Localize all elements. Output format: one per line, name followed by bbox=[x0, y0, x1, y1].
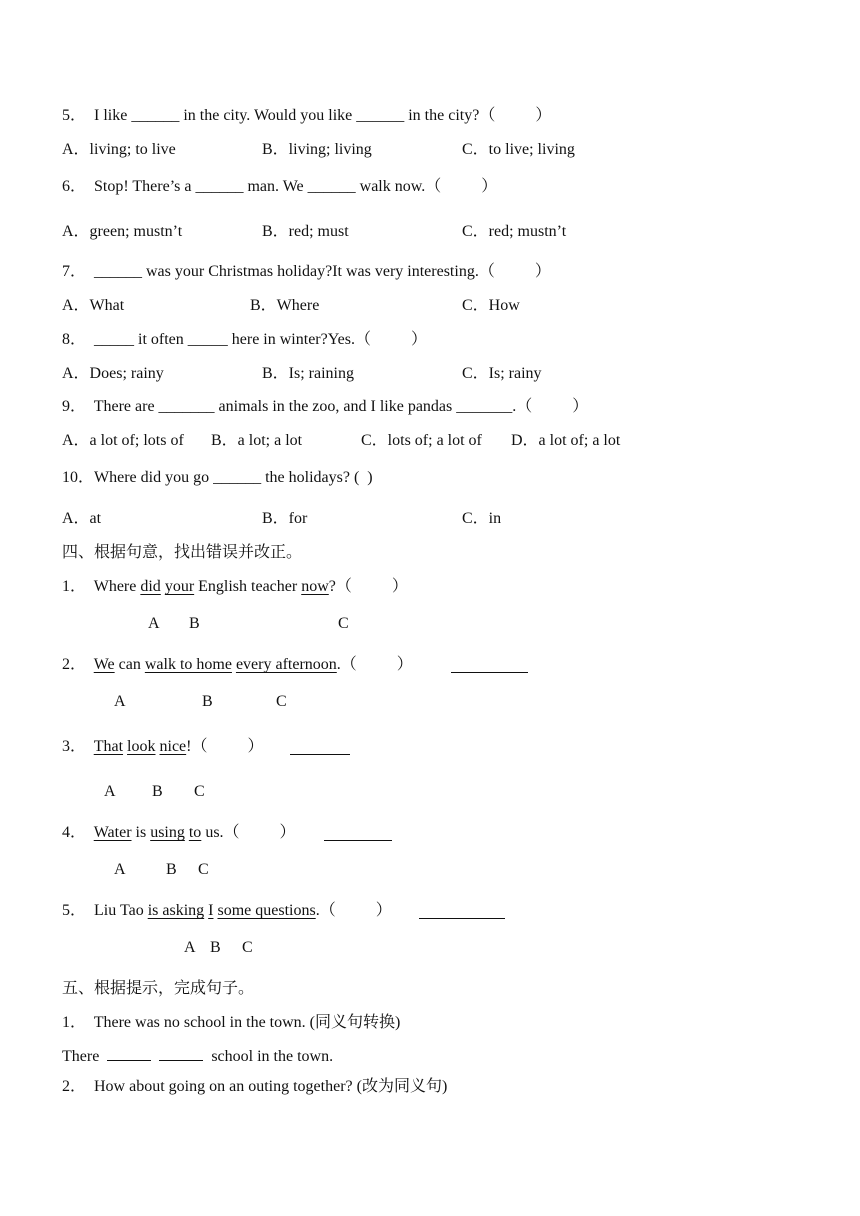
answer-blank[interactable] bbox=[451, 658, 528, 673]
answer-bracket: ?（ ） bbox=[328, 578, 408, 595]
section-5-heading: 五、根据提示，完成句子。 bbox=[62, 980, 255, 997]
underlined-part-c: to bbox=[188, 824, 202, 841]
question-10-option-c: C．in bbox=[462, 510, 502, 527]
label-b: B bbox=[202, 693, 213, 710]
underlined-part-c: every afternoon bbox=[235, 656, 337, 673]
underlined-part-a: Water bbox=[93, 824, 132, 841]
label-a: A bbox=[114, 693, 126, 710]
question-7-option-a: A．What bbox=[62, 297, 125, 314]
item-number: 3． bbox=[62, 738, 94, 755]
plain-text: is bbox=[131, 824, 151, 841]
underlined-part-a: did bbox=[140, 578, 161, 595]
label-b: B bbox=[152, 783, 163, 800]
question-6-stem: 6． Stop! There’s a ______ man. We ______ walk now.（ ） bbox=[62, 178, 498, 195]
plain-text: Liu Tao bbox=[94, 902, 148, 919]
underlined-part-a: We bbox=[93, 656, 115, 673]
question-5-option-c: C．to live; living bbox=[462, 141, 575, 158]
plain-text: Where bbox=[93, 578, 141, 595]
label-c: C bbox=[194, 783, 205, 800]
question-8-option-a: A．Does; rainy bbox=[62, 365, 164, 382]
question-6-option-a: A．green; mustn’t bbox=[62, 223, 183, 240]
error-item-4 bbox=[62, 823, 296, 843]
answer-blank[interactable] bbox=[290, 740, 350, 755]
item-number: 2． bbox=[62, 656, 94, 673]
answer-blank-2[interactable] bbox=[159, 1046, 203, 1061]
item-number: 5． bbox=[62, 902, 95, 919]
label-c: C bbox=[242, 939, 253, 956]
question-7-option-c: C．How bbox=[462, 297, 520, 314]
label-a: A bbox=[148, 615, 160, 632]
underlined-part-b: using bbox=[150, 824, 185, 841]
error-item-2 bbox=[62, 655, 413, 675]
question-8-stem: 8． _____ it often _____ here in winter?Yes.（ ） bbox=[62, 331, 428, 348]
question-8-option-b: B．Is; raining bbox=[262, 365, 354, 382]
error-item-5 bbox=[62, 901, 392, 921]
question-7-option-b: B．Where bbox=[250, 297, 320, 314]
answer-start: There bbox=[62, 1048, 100, 1065]
question-9-option-a: A．a lot of; lots of bbox=[62, 432, 184, 449]
label-b: B bbox=[210, 939, 221, 956]
underlined-part-b: look bbox=[127, 738, 156, 755]
answer-bracket: us.（ ） bbox=[201, 824, 296, 841]
question-9-option-c: C．lots of; a lot of bbox=[361, 432, 482, 449]
question-5-option-a: A．living; to live bbox=[62, 141, 176, 158]
rewrite-item-1: 1． There was no school in the town. (同义句转换) bbox=[62, 1014, 401, 1031]
item-number: 1． bbox=[62, 578, 94, 595]
question-8-option-c: C．Is; rainy bbox=[462, 365, 542, 382]
question-9-option-d: D．a lot of; a lot bbox=[511, 432, 621, 449]
label-b: B bbox=[189, 615, 200, 632]
underlined-part-b: walk to home bbox=[144, 656, 232, 673]
question-7-stem: 7． ______ was your Christmas holiday?It was very interesting.（ ） bbox=[62, 263, 551, 280]
plain-text: can bbox=[114, 656, 145, 673]
label-c: C bbox=[198, 861, 209, 878]
label-a: A bbox=[104, 783, 116, 800]
error-item-1 bbox=[62, 577, 408, 597]
question-10-option-a: A．at bbox=[62, 510, 102, 527]
question-6-option-b: B．red; must bbox=[262, 223, 349, 240]
question-6-option-c: C．red; mustn’t bbox=[462, 223, 567, 240]
underlined-part-a: is asking bbox=[147, 902, 205, 919]
item-number: 4． bbox=[62, 824, 94, 841]
underlined-part-c: some questions bbox=[217, 902, 316, 919]
question-10-option-b: B．for bbox=[262, 510, 308, 527]
answer-end: school in the town. bbox=[211, 1048, 334, 1065]
label-c: C bbox=[276, 693, 287, 710]
label-c: C bbox=[338, 615, 349, 632]
question-5-stem: 5． I like ______ in the city. Would you like ______ in the city?（ ） bbox=[62, 107, 552, 124]
underlined-part-b: I bbox=[208, 902, 214, 919]
answer-blank[interactable] bbox=[419, 904, 505, 919]
underlined-part-b: your bbox=[164, 578, 195, 595]
question-5-option-b: B．living; living bbox=[262, 141, 372, 158]
rewrite-item-2: 2． How about going on an outing together? (改为同义句) bbox=[62, 1078, 448, 1095]
answer-bracket: !（ ） bbox=[186, 738, 264, 755]
answer-bracket: .（ ） bbox=[315, 902, 392, 919]
error-item-3 bbox=[62, 737, 264, 757]
label-a: A bbox=[184, 939, 196, 956]
answer-blank[interactable] bbox=[324, 826, 392, 841]
answer-blank-1[interactable] bbox=[107, 1046, 151, 1061]
label-b: B bbox=[166, 861, 177, 878]
underlined-part-c: now bbox=[301, 578, 329, 595]
label-a: A bbox=[114, 861, 126, 878]
underlined-part-a: That bbox=[93, 738, 124, 755]
section-4-heading: 四、根据句意，找出错误并改正。 bbox=[62, 544, 303, 561]
answer-bracket: .（ ） bbox=[336, 656, 413, 673]
question-9-stem: 9． There are _______ animals in the zoo, and I like pandas _______.（ ） bbox=[62, 398, 589, 415]
plain-text: English teacher bbox=[194, 578, 302, 595]
question-9-option-b: B．a lot; a lot bbox=[211, 432, 303, 449]
underlined-part-c: nice bbox=[159, 738, 187, 755]
question-10-stem: 10．Where did you go ______ the holidays? ( ) bbox=[62, 469, 373, 486]
rewrite-answer-line bbox=[62, 1046, 333, 1067]
